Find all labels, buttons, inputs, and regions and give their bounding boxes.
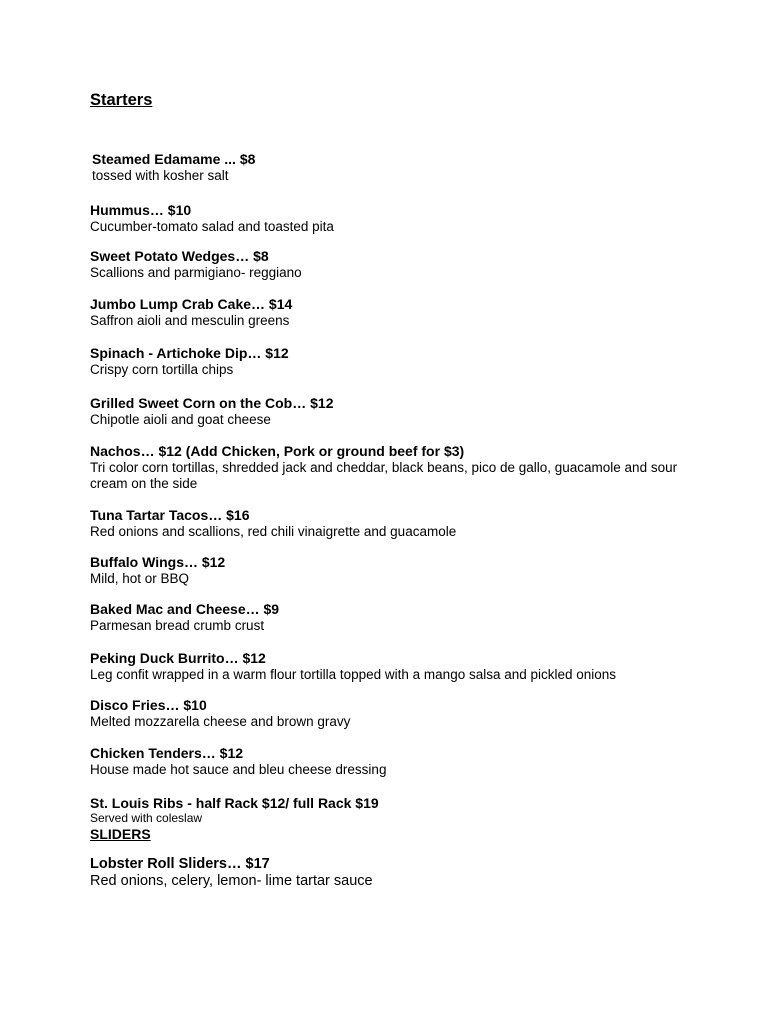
menu-item-st-louis-ribs [90, 795, 680, 825]
item-description: Scallions and parmigiano- reggiano [90, 265, 302, 280]
item-description: Mild, hot or BBQ [90, 571, 190, 586]
menu-item-grilled-sweet-corn [90, 395, 680, 428]
item-name: Chicken Tenders… $12 [90, 745, 244, 761]
item-name: Grilled Sweet Corn on the Cob… $12 [90, 395, 334, 411]
menu-item-crab-cake [90, 296, 680, 329]
item-name: Lobster Roll Sliders… $17 [90, 856, 270, 872]
item-description: Saffron aioli and mesculin greens [90, 313, 290, 328]
menu-item-nachos [90, 443, 680, 491]
item-description: Chipotle aioli and goat cheese [90, 412, 271, 427]
item-name: Baked Mac and Cheese… $9 [90, 601, 280, 617]
item-name: Spinach - Artichoke Dip… $12 [90, 345, 289, 361]
item-description: House made hot sauce and bleu cheese dressing [90, 762, 387, 777]
item-name: Buffalo Wings… $12 [90, 554, 226, 570]
menu-item-baked-mac-and-cheese [90, 601, 680, 634]
item-name: Hummus… $10 [90, 202, 192, 218]
menu-item-chicken-tenders [90, 745, 680, 778]
item-description: Melted mozzarella cheese and brown gravy [90, 714, 351, 729]
item-name: Nachos… $12 (Add Chicken, Pork or ground beef for $3) [90, 443, 465, 459]
menu-item-buffalo-wings [90, 554, 680, 587]
item-description: Crispy corn tortilla chips [90, 362, 234, 377]
menu-item-tuna-tartar-tacos [90, 507, 680, 540]
section-title-sliders: SLIDERS [90, 826, 151, 842]
item-description: Served with coleslaw [90, 811, 203, 825]
menu-item-lobster-roll-sliders [90, 856, 680, 890]
item-name: Tuna Tartar Tacos… $16 [90, 507, 250, 523]
item-name: Peking Duck Burrito… $12 [90, 650, 266, 666]
item-name: Steamed Edamame ... $8 [92, 151, 256, 167]
item-name: Disco Fries… $10 [90, 697, 207, 713]
item-description: Parmesan bread crumb crust [90, 618, 265, 633]
menu-item-sweet-potato-wedges [90, 248, 680, 281]
item-description: Leg confit wrapped in a warm flour tortilla topped with a mango salsa and pickled onions [90, 667, 617, 682]
menu-item-peking-duck-burrito [90, 650, 680, 683]
item-name: Sweet Potato Wedges… $8 [90, 248, 269, 264]
item-description: Cucumber-tomato salad and toasted pita [90, 219, 334, 234]
menu-item-disco-fries [90, 697, 680, 730]
menu-item-spinach-artichoke-dip [90, 345, 680, 378]
section-title-starters: Starters [90, 91, 153, 109]
item-description: tossed with kosher salt [92, 168, 229, 183]
item-name: St. Louis Ribs - half Rack $12/ full Rack $19 [90, 795, 379, 811]
item-description: Red onions, celery, lemon- lime tartar sauce [90, 873, 373, 889]
item-description: Red onions and scallions, red chili vinaigrette and guacamole [90, 524, 457, 539]
menu-item-hummus [90, 202, 680, 235]
menu-item-steamed-edamame [90, 151, 682, 184]
item-name: Jumbo Lump Crab Cake… $14 [90, 296, 293, 312]
item-description: Tri color corn tortillas, shredded jack and cheddar, black beans, pico de gallo, guacamole and sour cream on the side [90, 460, 678, 491]
